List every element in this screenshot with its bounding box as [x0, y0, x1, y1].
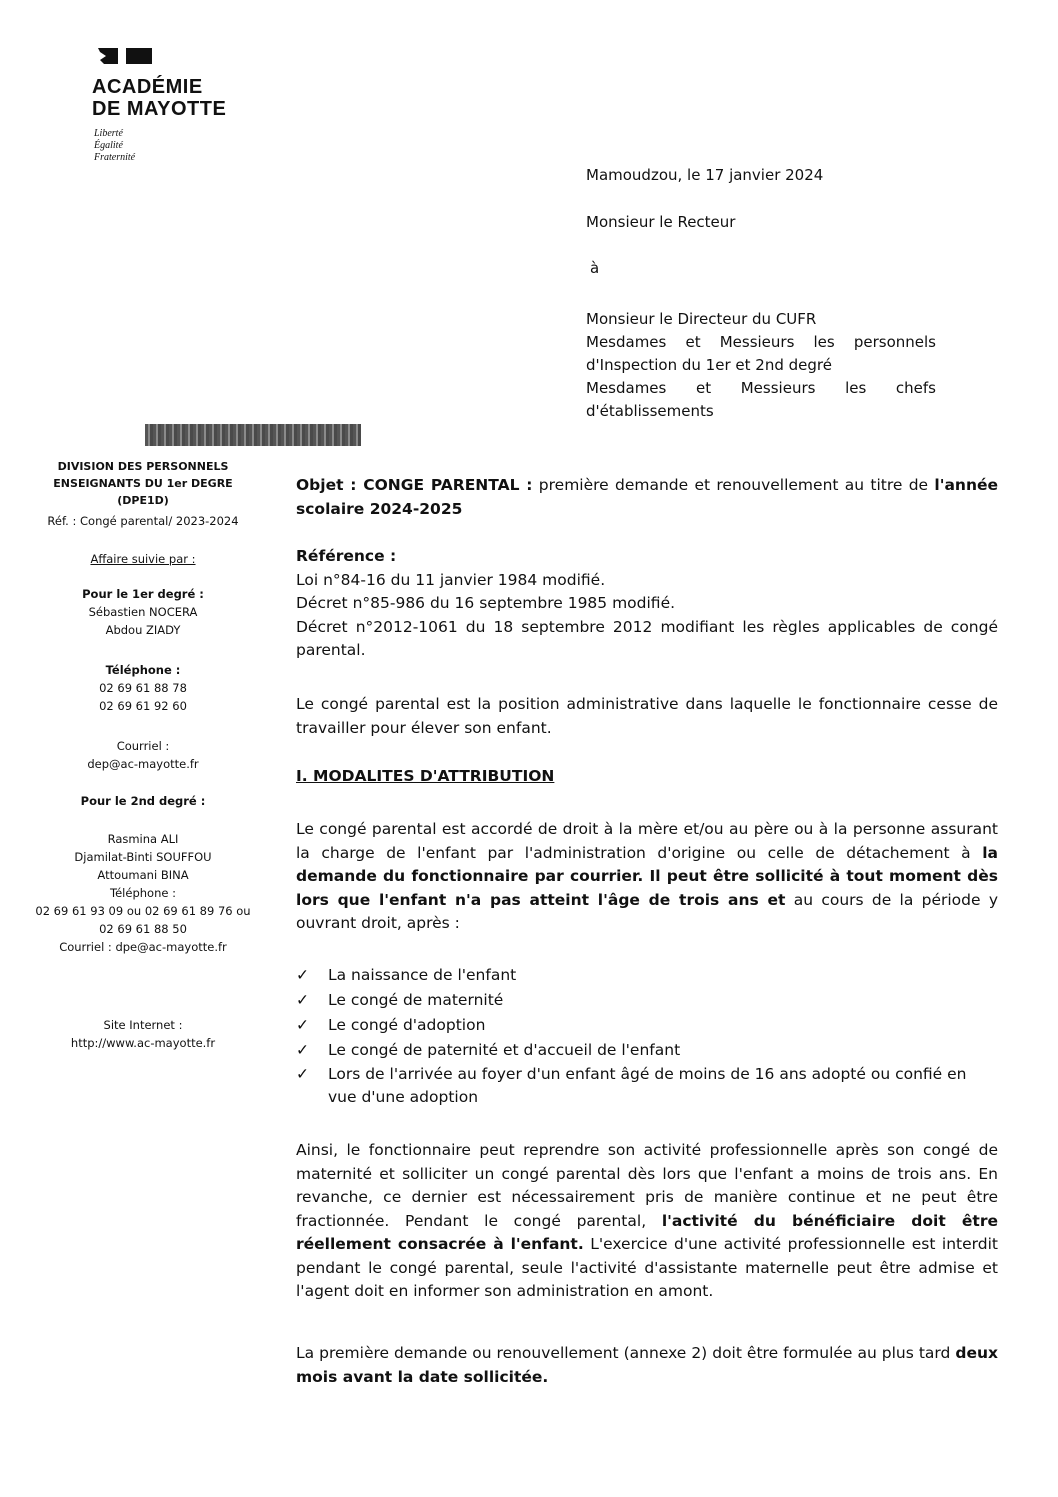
list-item: ✓ Le congé de paternité et d'accueil de l'enfant: [296, 1038, 998, 1063]
email-link[interactable]: dep@ac-mayotte.fr: [87, 757, 199, 771]
letter-date: Mamoudzou, le 17 janvier 2024: [586, 166, 824, 184]
redacted-stamp: [145, 424, 361, 446]
section-title: I. MODALITES D'ATTRIBUTION: [296, 767, 555, 785]
list-item: ✓ La naissance de l'enfant: [296, 963, 998, 988]
reference-item: Décret n°2012-1061 du 18 septembre 2012 modifiant les règles applicables de congé parental.: [296, 617, 998, 659]
conditions-list: [296, 963, 998, 1109]
checkmark-icon: ✓: [296, 1041, 309, 1059]
republic-motto: Liberté Égalité Fraternité: [94, 128, 136, 163]
recipient-line: Mesdames et Messieurs les chefs: [586, 379, 936, 397]
telephone-premier-degre: Téléphone : 02 69 61 88 78 02 69 61 92 60: [99, 663, 187, 713]
reference-item: Loi n°84-16 du 11 janvier 1984 modifié.: [296, 570, 606, 589]
site-link[interactable]: http://www.ac-mayotte.fr: [70, 1036, 216, 1050]
division-title: DIVISION DES PERSONNELS ENSEIGNANTS DU 1er DEGRE (DPE1D): [53, 460, 233, 507]
contacts-second-degre: Rasmina ALI Djamilat-Binti SOUFFOU Attoumani BINA Téléphone : 02 69 61 93 09 ou 02 69 61 89 76 ou 02 69 61 88 50 Courriel : dpe@ac-mayotte.fr: [28, 830, 258, 956]
letter-to: à: [590, 259, 600, 277]
recipient-line: Mesdames et Messieurs les personnels: [586, 333, 936, 351]
checkmark-icon: ✓: [296, 1065, 309, 1083]
demande-paragraph: La première demande ou renouvellement (annexe 2) doit être formulée au plus tard deux mois avant la date sollicitée.: [296, 1344, 998, 1386]
recipients-block: [586, 308, 936, 423]
list-item: ✓ Lors de l'arrivée au foyer d'un enfant âgé de moins de 16 ans adopté ou confié en vue d'une adoption: [296, 1065, 967, 1106]
checkmark-icon: ✓: [296, 1016, 309, 1034]
checkmark-icon: ✓: [296, 991, 309, 1009]
email-link[interactable]: Courriel : dpe@ac-mayotte.fr: [59, 940, 227, 954]
recipient-line: d'établissements: [586, 402, 714, 420]
list-item: ✓ Le congé de maternité: [296, 988, 998, 1013]
affaire-suivie-label: Affaire suivie par :: [90, 552, 196, 566]
reference-block: [296, 545, 998, 663]
list-item: ✓ Le congé d'adoption: [296, 1013, 998, 1038]
objet-line: Objet : CONGE PARENTAL : première demande et renouvellement au titre de l'année scolaire 2024-2025: [296, 476, 999, 518]
marianne-logo: [96, 46, 154, 66]
modalites-paragraph: Le congé parental est accordé de droit à la mère et/ou au père ou à la personne assurant la charge de l'enfant par l'administration d'origine ou celle de détachement à la demande du fonctionnaire par courrier. Il peut être sollicité à tout moment dès lors que l'enfant n'a pas atteint l'âge de trois ans et au cours de la période y ouvrant droit, après :: [296, 820, 998, 932]
courriel-premier-degre: Courriel : dep@ac-mayotte.fr: [28, 737, 258, 773]
ainsi-paragraph: Ainsi, le fonctionnaire peut reprendre son activité professionnelle après son congé de maternité et solliciter un congé parental dès lors que l'enfant a moins de trois ans. En revanche, ce dernier est nécessairement pris de manière continue et ne peut être fractionnée. Pendant le congé parental, l'activité du bénéficiaire doit être réellement consacrée à l'enfant. L'exercice d'une activité professionnelle est interdit pendant le congé parental, seule l'activité d'assistante maternelle peut être admise et l'agent doit en informer son administration en amont.: [296, 1141, 998, 1300]
recipient-line: d'Inspection du 1er et 2nd degré: [586, 356, 832, 374]
heading-second-degre: Pour le 2nd degré :: [80, 794, 206, 808]
site-internet: Site Internet : http://www.ac-mayotte.fr: [28, 1016, 258, 1052]
reference-heading: Référence :: [296, 547, 397, 565]
reference-item: Décret n°85-986 du 16 septembre 1985 modifié.: [296, 594, 676, 612]
academie-title: ACADÉMIE DE MAYOTTE: [92, 76, 227, 120]
contacts-premier-degre: Pour le 1er degré : Sébastien NOCERA Abdou ZIADY: [82, 587, 204, 637]
intro-paragraph: Le congé parental est la position administrative dans laquelle le fonctionnaire cesse de travailler pour élever son enfant.: [296, 695, 998, 737]
letter-sender: Monsieur le Recteur: [586, 213, 736, 231]
recipient-line: Monsieur le Directeur du CUFR: [586, 310, 817, 328]
reference-code: Réf. : Congé parental/ 2023-2024: [47, 514, 239, 528]
checkmark-icon: ✓: [296, 966, 309, 984]
